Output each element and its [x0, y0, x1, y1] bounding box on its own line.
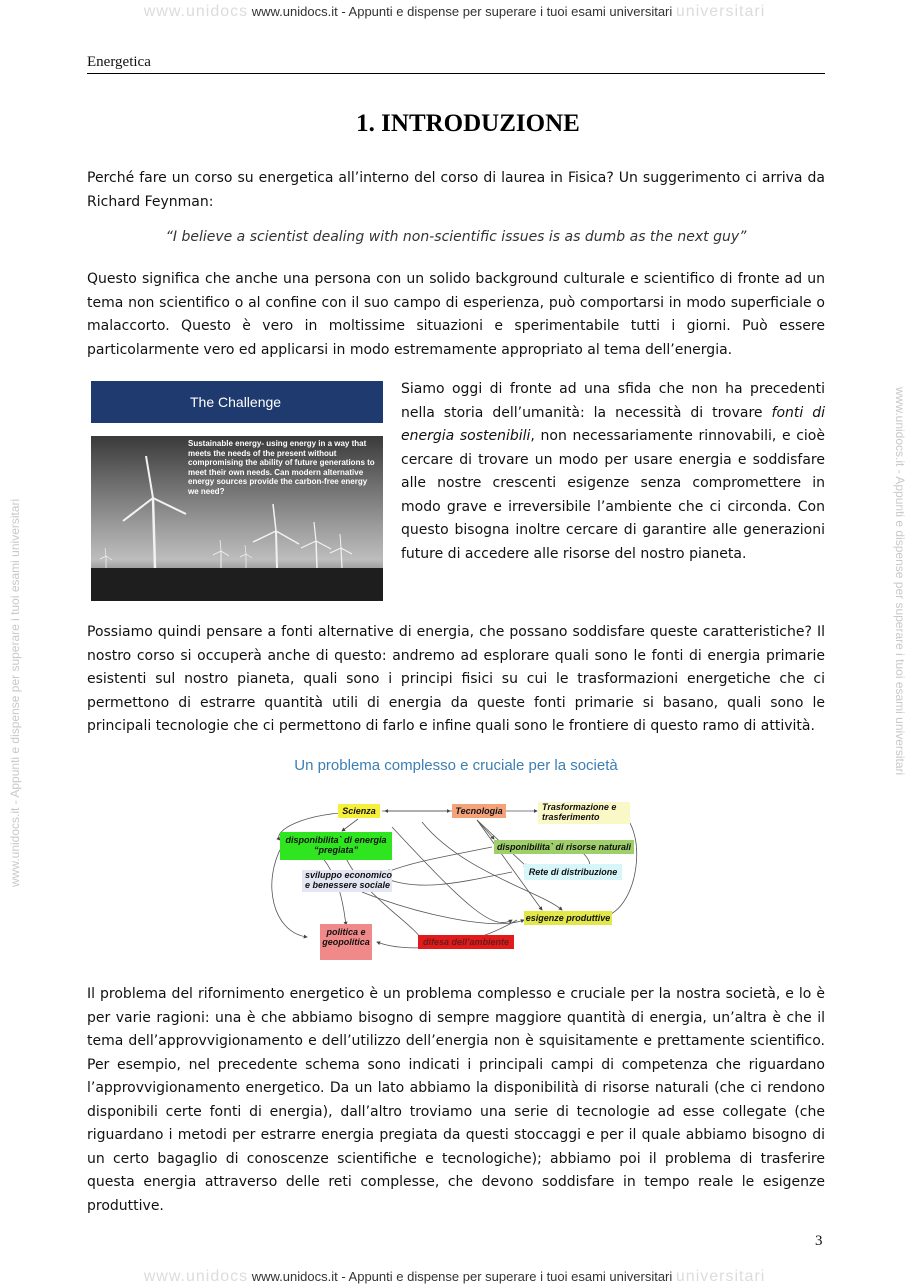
- paragraph-alternatives: Possiamo quindi pensare a fonti alternative di energia, che possano soddisfare queste caratteristiche? Il nostro corso si occuperà anche di questo: andremo ad esplorare quali sono le fonti di energia primarie esistenti sul nostro pianeta, quali sono i principi fisici su cui le trasformazioni energetiche che ci permettono di estrarre quantità utili di energia da queste fonti primarie si basano, quali sono le principali tecnologie che ci permettono di farlo e infine quali sono le frontiere di questo ramo di attività.: [87, 624, 825, 734]
- header-rule: [87, 73, 825, 74]
- watermark-top-text: www.unidocs.it - Appunti e dispense per superare i tuoi esami universitari: [251, 4, 673, 19]
- node-politica: politica e geopolitica: [320, 924, 372, 960]
- watermark-ghost-left: www.unidocs: [143, 3, 249, 20]
- challenge-banner: The Challenge: [91, 381, 383, 423]
- paragraph-challenge: [401, 378, 825, 566]
- node-tecnologia: Tecnologia: [452, 804, 506, 818]
- node-disponibilita-risorse: disponibilita` di risorse naturali: [494, 840, 634, 854]
- node-scienza: Scienza: [338, 804, 380, 818]
- node-rete: Rete di distribuzione: [524, 864, 622, 880]
- watermark-ghost-left-bottom: www.unidocs: [143, 1268, 249, 1285]
- feynman-quote: “I believe a scientist dealing with non-scientific issues is as dumb as the next guy”: [165, 229, 747, 245]
- p3-after: , non necessariamente rinnovabili, e cioè cercare di trovare un modo per usare energia e soddisfare alle nostre crescenti esigenze senza compromettere in modo grave e irreversibile l’ambiente che ci circonda. Con questo bisogna inoltre cercare di garantire alle generazioni future di accedere alle risorse del nostro pianeta.: [401, 428, 825, 562]
- p3-before: Siamo oggi di fronte ad una sfida che non ha precedenti nella storia dell’umanità: la necessità di trovare: [401, 381, 825, 421]
- watermark-bottom: [0, 1268, 909, 1286]
- challenge-figure: [91, 381, 383, 601]
- node-trasformazione: Trasformazione e trasferimento: [538, 802, 630, 824]
- node-esigenze: esigenze produttive: [525, 913, 611, 923]
- watermark-right-side: www.unidocs.it - Appunti e dispense per superare i tuoi esami universitari: [893, 387, 907, 776]
- diagram-title: Un problema complesso e cruciale per la società: [294, 757, 618, 774]
- paragraph-problem: Il problema del rifornimento energetico è un problema complesso e cruciale per la nostra società, e lo è per varie ragioni: una è che abbiamo bisogno di sempre maggiore quantità di energia, un’altra è che il tema dell’approvvigionamento e dell’utilizzo dell’energia non è squisitamente e prettamente scientifico. Per esempio, nel precedente schema sono indicati i principali campi di competenza che riguardano l’approvvigionamento energetico. Da un lato abbiamo la disponibilità di risorse naturali (che ci rendono disponibili certe fonti di energia), dall’altro troviamo una serie di tecnologie ad esse collegate (che riguardano i metodi per estrarre energia pregiata da questi stoccaggi e per il quale abbiamo bisogno di un certo bagaglio di conoscenze scientifiche e tecnologiche); abbiamo poi il problema di trasferire questa energia attraverso delle reti complesse, che devono soddisfare in tempo reale le esigenze produttive.: [87, 986, 825, 1214]
- node-disponibilita-energia: disponibilita` di energia “pregiata”: [280, 832, 392, 860]
- paragraph-background: Questo significa che anche una persona con un solido background culturale e scientifico di fronte ad un tema non scientifico o al confine con il suo campo di esperienza, può comportarsi in modo superficiale o malaccorto. Questo è vero in moltissime situazioni e sperimentabile tutti i giorni. Può essere particolarmente vero ed applicarsi in modo estremamente appropriato al tema dell’energia.: [87, 271, 825, 358]
- watermark-ghost-right-bottom: universitari: [675, 1268, 766, 1285]
- challenge-text: Sustainable energy- using energy in a way that meets the needs of the present without compromising the ability of future generations to meet their own needs. Can modern alternative energy sources provide the carbon-free energy we need?: [188, 439, 375, 496]
- energy-diagram: [262, 782, 652, 970]
- watermark-ghost-right: universitari: [675, 3, 766, 20]
- page-number: 3: [815, 1233, 823, 1249]
- watermark-bottom-text: www.unidocs.it - Appunti e dispense per superare i tuoi esami universitari: [251, 1269, 673, 1284]
- page-title: 1. INTRODUZIONE: [356, 110, 580, 137]
- node-difesa: difesa dell’ambiente: [418, 935, 514, 949]
- node-sviluppo: sviluppo economico e benessere sociale: [302, 870, 392, 892]
- p3-italic-term: fonti di energia sostenibili: [401, 404, 825, 444]
- paragraph-intro: Perché fare un corso su energetica all’interno del corso di laurea in Fisica? Un suggerimento ci arriva da Richard Feynman:: [87, 170, 825, 210]
- watermark-top: [0, 3, 909, 21]
- running-title: Energetica: [87, 54, 151, 70]
- watermark-left-side: www.unidocs.it - Appunti e dispense per superare i tuoi esami universitari: [8, 498, 22, 887]
